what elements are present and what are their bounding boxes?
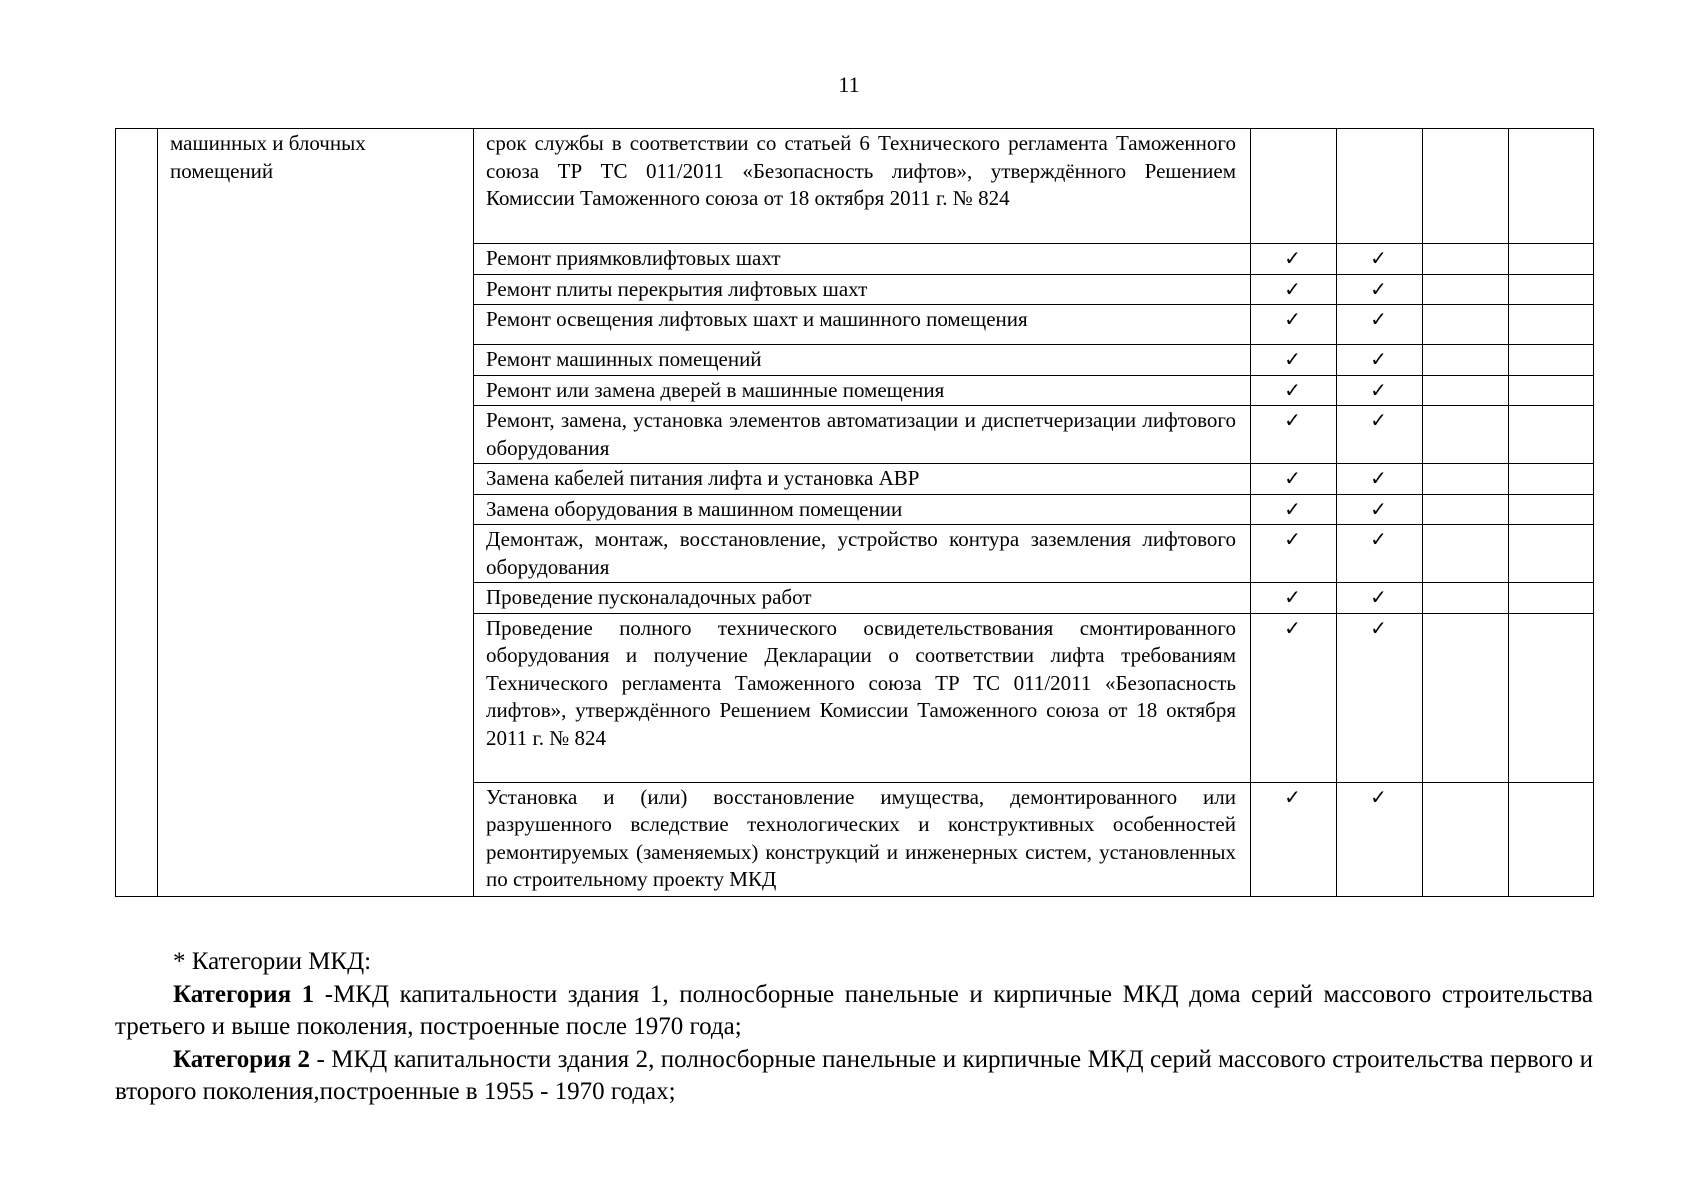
category-1-mark: ✓ xyxy=(1251,525,1337,583)
category-3-mark xyxy=(1423,525,1509,583)
table-row xyxy=(116,129,1594,244)
category-3-mark xyxy=(1423,613,1509,782)
category-3-mark xyxy=(1423,464,1509,495)
category-1-mark: ✓ xyxy=(1251,375,1337,406)
work-description-cell: Замена оборудования в машинном помещении xyxy=(474,494,1251,525)
category-2-mark: ✓ xyxy=(1337,464,1423,495)
category-4-mark xyxy=(1509,129,1594,244)
category-4-mark xyxy=(1509,274,1594,305)
works-table xyxy=(115,128,1594,897)
category-1-mark: ✓ xyxy=(1251,494,1337,525)
category-1-mark: ✓ xyxy=(1251,305,1337,345)
footnote xyxy=(115,946,1593,1109)
category-2-mark: ✓ xyxy=(1337,305,1423,345)
category-2-mark: ✓ xyxy=(1337,613,1423,782)
category-1-mark: ✓ xyxy=(1251,782,1337,896)
category-2-mark xyxy=(1337,129,1423,244)
category-2-mark: ✓ xyxy=(1337,406,1423,464)
category-1-mark: ✓ xyxy=(1251,244,1337,275)
work-description-cell: Проведение полного технического освидетельствования смонтированного оборудования и получение Декларации о соответствии лифта требованиям Технического регламента Таможенного союза ТР ТС 011/2011 «Безопасность лифтов», утверждённого Решением Комиссии Таможенного союза от 18 октября 2011 г. № 824 xyxy=(474,613,1251,782)
category-3-mark xyxy=(1423,274,1509,305)
work-description-cell: Ремонт машинных помещений xyxy=(474,345,1251,376)
work-description-cell: срок службы в соответствии со статьей 6 Технического регламента Таможенного союза ТР ТС 011/2011 «Безопасность лифтов», утверждённого Решением Комиссии Таможенного союза от 18 октября 2011 г. № 824 xyxy=(474,129,1251,244)
category-1-text: -МКД капитальности здания 1, полносборные панельные и кирпичные МКД дома серий массового строительства третьего и выше поколения, построенные после 1970 года; xyxy=(115,980,1593,1040)
category-1-definition xyxy=(115,979,1593,1044)
work-description-cell: Ремонт плиты перекрытия лифтовых шахт xyxy=(474,274,1251,305)
work-description-cell: Демонтаж, монтаж, восстановление, устройство контура заземления лифтового оборудования xyxy=(474,525,1251,583)
category-4-mark xyxy=(1509,782,1594,896)
category-3-mark xyxy=(1423,129,1509,244)
element-name-cell: машинных и блочных помещений xyxy=(158,129,474,897)
work-description-cell: Ремонт приямковлифтовых шахт xyxy=(474,244,1251,275)
category-3-mark xyxy=(1423,583,1509,614)
category-4-mark xyxy=(1509,613,1594,782)
category-2-mark: ✓ xyxy=(1337,274,1423,305)
category-2-mark: ✓ xyxy=(1337,345,1423,376)
category-4-mark xyxy=(1509,305,1594,345)
category-1-mark: ✓ xyxy=(1251,274,1337,305)
category-2-mark: ✓ xyxy=(1337,375,1423,406)
category-3-mark xyxy=(1423,494,1509,525)
category-3-mark xyxy=(1423,406,1509,464)
footnote-heading: * Категории МКД: xyxy=(173,948,372,975)
category-4-mark xyxy=(1509,406,1594,464)
category-2-mark: ✓ xyxy=(1337,583,1423,614)
table-body xyxy=(116,129,1594,897)
category-1-mark: ✓ xyxy=(1251,464,1337,495)
category-4-mark xyxy=(1509,464,1594,495)
category-4-mark xyxy=(1509,494,1594,525)
work-description-cell: Проведение пусконаладочных работ xyxy=(474,583,1251,614)
category-3-mark xyxy=(1423,782,1509,896)
category-2-mark: ✓ xyxy=(1337,494,1423,525)
category-4-mark xyxy=(1509,244,1594,275)
category-2-definition xyxy=(115,1044,1593,1109)
category-3-mark xyxy=(1423,244,1509,275)
category-2-text: - МКД капитальности здания 2, полносборные панельные и кирпичные МКД серий массового строительства первого и второго поколения,построенные в 1955 - 1970 годах; xyxy=(115,1045,1593,1105)
page-number: 11 xyxy=(838,72,860,97)
work-description-cell: Ремонт, замена, установка элементов автоматизации и диспетчеризации лифтового оборудования xyxy=(474,406,1251,464)
work-description-cell: Установка и (или) восстановление имущества, демонтированного или разрушенного вследствие технологических и конструктивных особенностей ремонтируемых (заменяемых) конструкций и инженерных систем, установленных по строительному проекту МКД xyxy=(474,782,1251,896)
category-3-mark xyxy=(1423,305,1509,345)
work-description-cell: Ремонт освещения лифтовых шахт и машинного помещения xyxy=(474,305,1251,345)
category-2-mark: ✓ xyxy=(1337,244,1423,275)
category-1-mark: ✓ xyxy=(1251,613,1337,782)
category-1-mark xyxy=(1251,129,1337,244)
category-1-mark: ✓ xyxy=(1251,345,1337,376)
category-2-mark: ✓ xyxy=(1337,782,1423,896)
category-1-mark: ✓ xyxy=(1251,583,1337,614)
category-2-mark: ✓ xyxy=(1337,525,1423,583)
category-3-mark xyxy=(1423,345,1509,376)
category-1-label: Категория 1 xyxy=(173,980,315,1008)
work-description-cell: Замена кабелей питания лифта и установка АВР xyxy=(474,464,1251,495)
category-4-mark xyxy=(1509,525,1594,583)
category-4-mark xyxy=(1509,345,1594,376)
category-2-label: Категория 2 xyxy=(173,1045,311,1073)
category-3-mark xyxy=(1423,375,1509,406)
category-4-mark xyxy=(1509,583,1594,614)
row-number-cell xyxy=(116,129,158,897)
work-description-cell: Ремонт или замена дверей в машинные помещения xyxy=(474,375,1251,406)
category-1-mark: ✓ xyxy=(1251,406,1337,464)
category-4-mark xyxy=(1509,375,1594,406)
